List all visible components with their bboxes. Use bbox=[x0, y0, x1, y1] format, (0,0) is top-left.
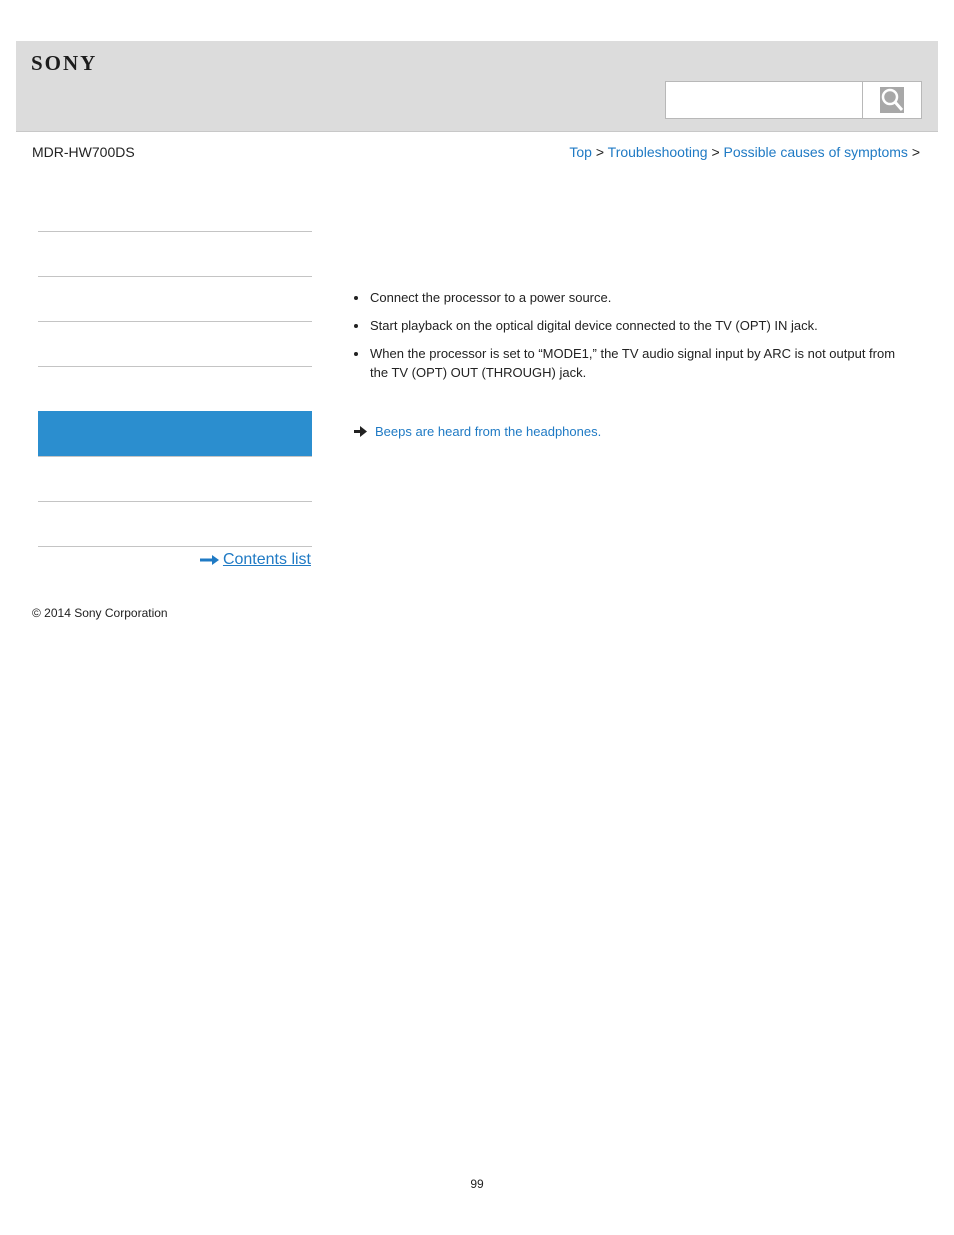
sidebar-nav bbox=[38, 231, 312, 547]
list-item: Start playback on the optical digital device connected to the TV (OPT) IN jack. bbox=[350, 316, 905, 335]
search-button[interactable] bbox=[862, 81, 922, 119]
copyright: © 2014 Sony Corporation bbox=[32, 606, 168, 620]
breadcrumb bbox=[569, 144, 920, 160]
sony-logo[interactable]: SONY bbox=[31, 51, 98, 75]
arrow-right-icon bbox=[354, 426, 367, 437]
bullet-list bbox=[350, 288, 905, 382]
breadcrumb-separator: > bbox=[595, 144, 605, 160]
search-input[interactable] bbox=[665, 81, 862, 119]
related-link[interactable]: Beeps are heard from the headphones. bbox=[375, 424, 602, 439]
list-item: Connect the processor to a power source. bbox=[350, 288, 905, 307]
sidebar-item[interactable] bbox=[38, 231, 312, 276]
breadcrumb-possible-causes[interactable]: Possible causes of symptoms bbox=[723, 144, 908, 160]
contents-list-link[interactable] bbox=[200, 551, 311, 569]
model-name: MDR-HW700DS bbox=[32, 144, 135, 160]
contents-list-label: Contents list bbox=[222, 551, 311, 568]
page-number: 99 bbox=[470, 1177, 484, 1191]
sidebar-item[interactable] bbox=[38, 321, 312, 366]
sidebar-item[interactable] bbox=[38, 276, 312, 321]
sidebar-item[interactable] bbox=[38, 456, 312, 501]
list-item: When the processor is set to “MODE1,” the TV audio signal input by ARC is not output from the TV (OPT) OUT (THROUGH) jack. bbox=[350, 344, 905, 382]
breadcrumb-separator: > bbox=[911, 144, 920, 160]
magnifier-icon bbox=[880, 87, 904, 113]
site-header bbox=[16, 41, 938, 132]
sidebar-item[interactable] bbox=[38, 366, 312, 411]
sidebar-item-active[interactable] bbox=[38, 411, 312, 456]
sidebar-item[interactable] bbox=[38, 501, 312, 547]
related-topic bbox=[354, 424, 601, 439]
breadcrumb-separator: > bbox=[711, 144, 720, 160]
main-content bbox=[350, 288, 905, 391]
breadcrumb-troubleshooting[interactable]: Troubleshooting bbox=[607, 144, 708, 160]
breadcrumb-top[interactable]: Top bbox=[569, 144, 592, 160]
arrow-right-icon bbox=[200, 555, 219, 565]
